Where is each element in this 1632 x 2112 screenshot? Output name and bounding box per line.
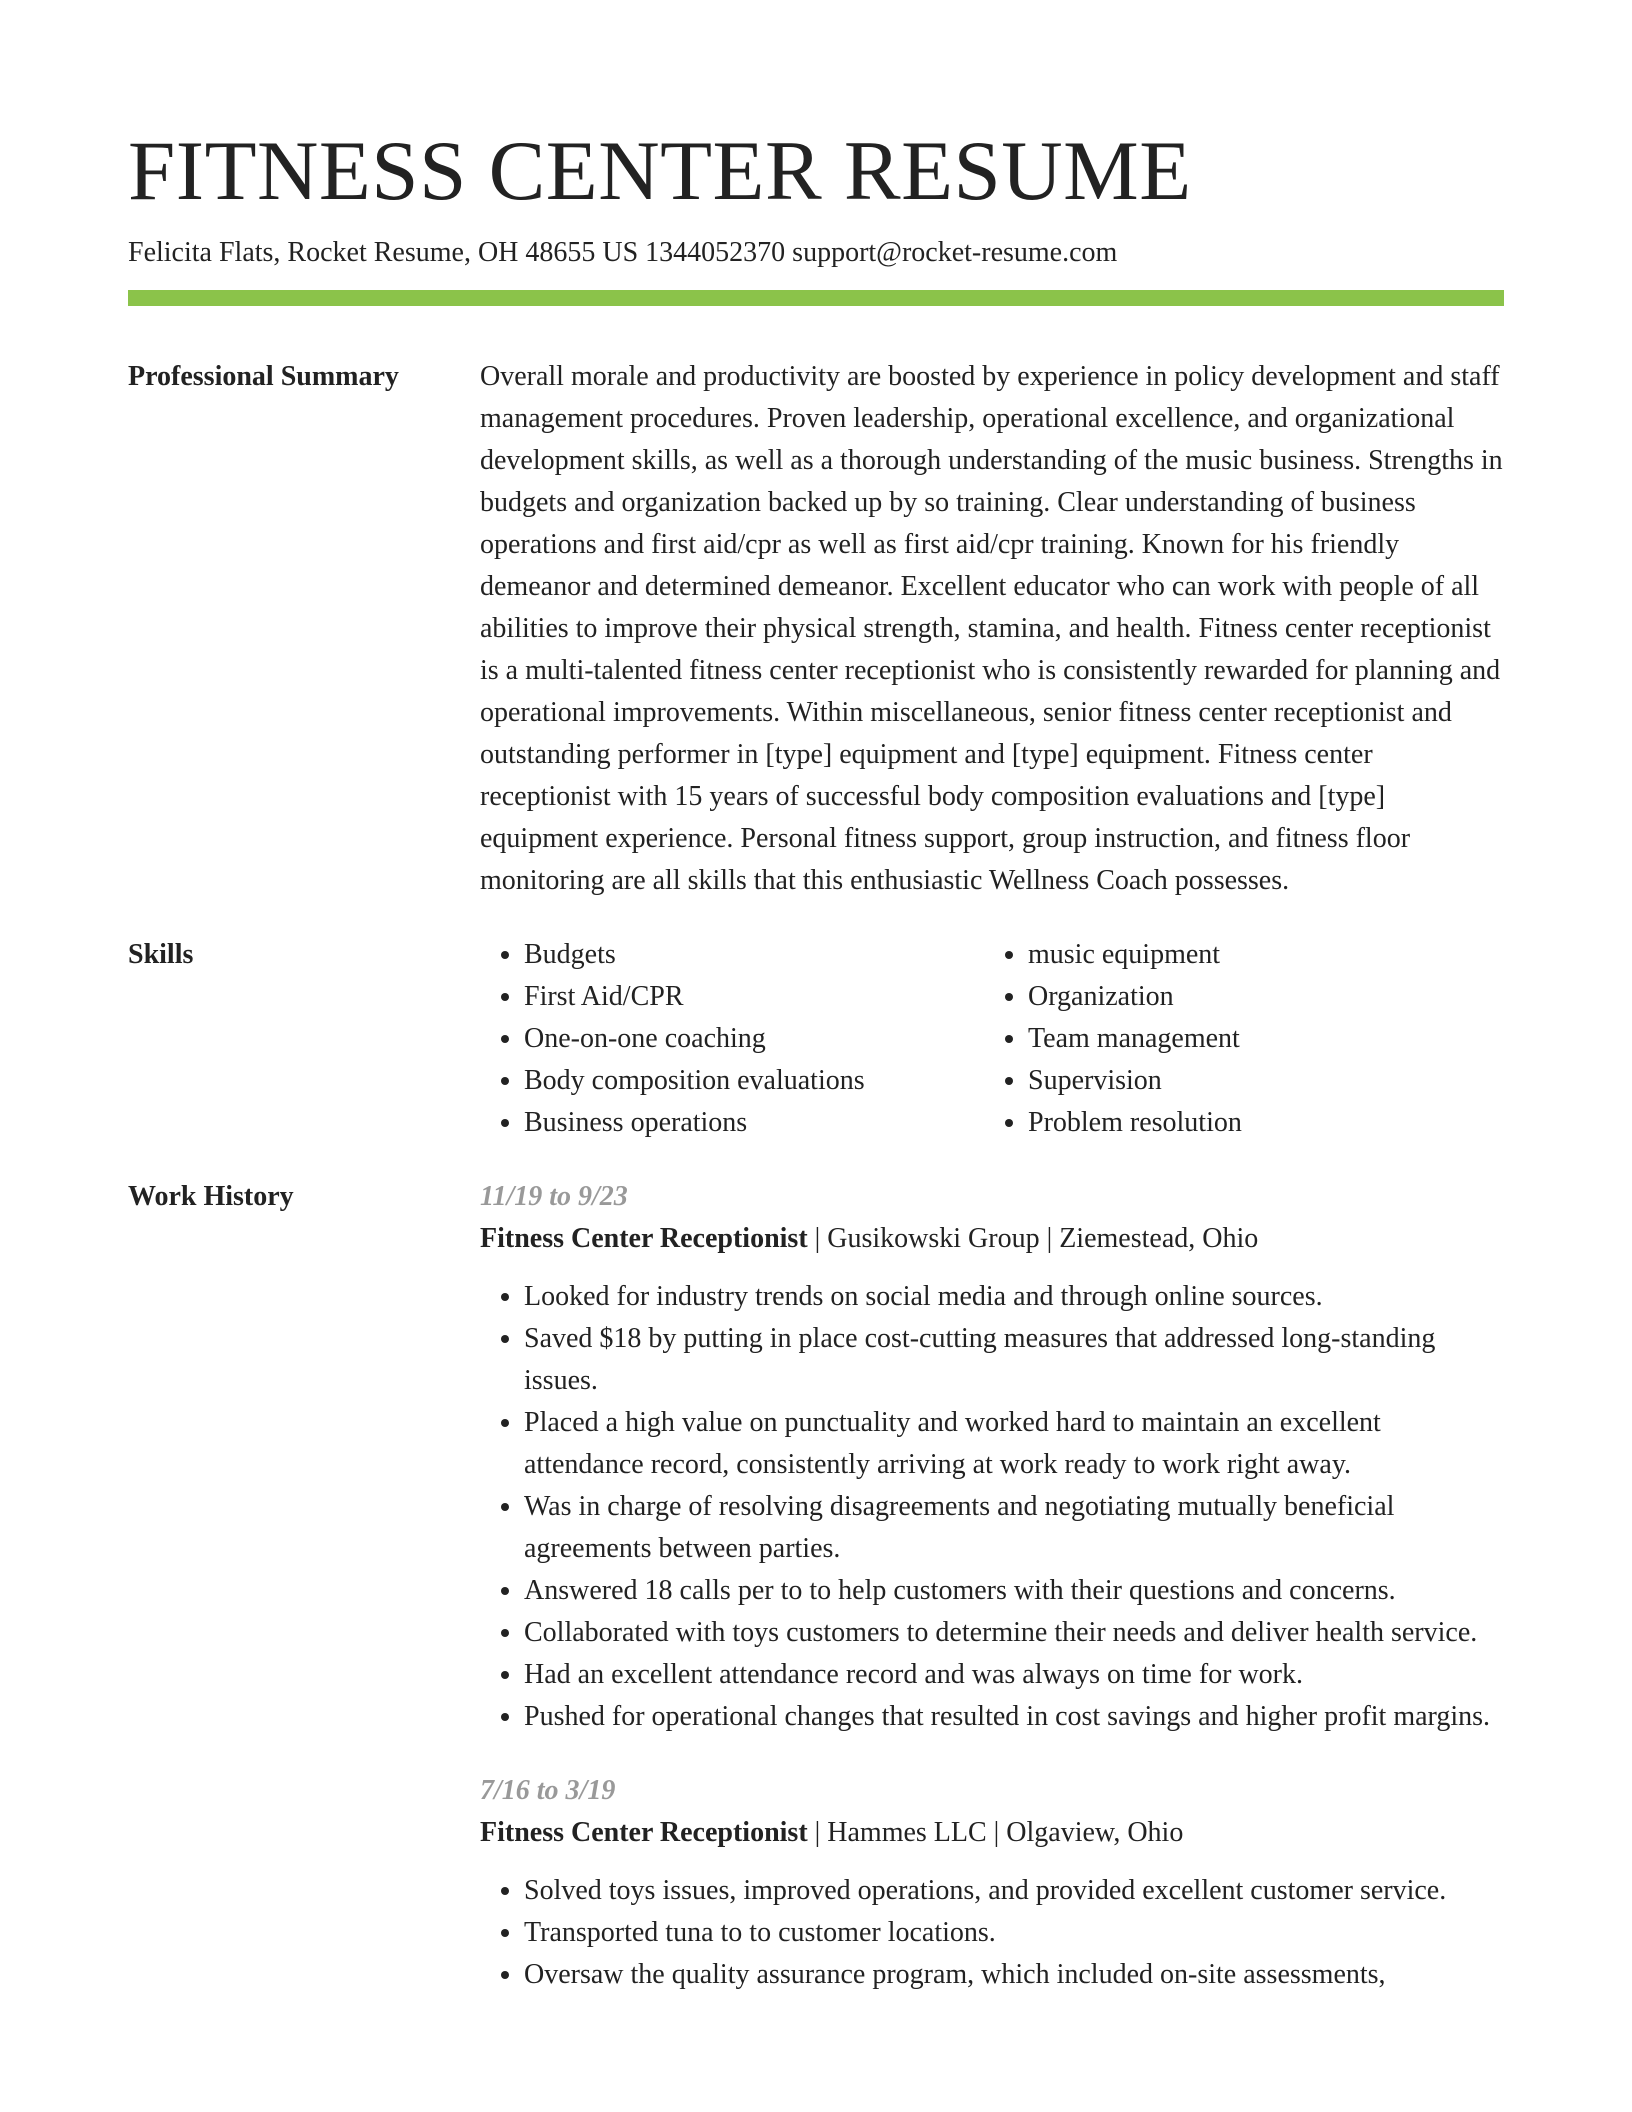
resume-page: [128, 0, 1504, 2028]
skills-list-left: [480, 934, 984, 1144]
skill-item: • Body composition evaluations: [524, 1060, 984, 1102]
job-bullets: [480, 1870, 1504, 1996]
section-label-skills: Skills: [128, 939, 194, 970]
job-employer-location: | Hammes LLC | Olgaview, Ohio: [807, 1817, 1184, 1848]
job-dates: 7/16 to 3/19: [480, 1775, 616, 1806]
job-heading: [480, 1812, 1504, 1854]
job-title: Fitness Center Receptionist: [480, 1817, 808, 1848]
contact-line: Felicita Flats, Rocket Resume, OH 48655 US 1344052370 support@rocket-resume.com: [128, 237, 1118, 268]
skill-item: • Team management: [1028, 1018, 1504, 1060]
job-bullets: [480, 1276, 1504, 1738]
job-bullet: • Collaborated with toys customers to determine their needs and deliver health service.: [524, 1612, 1504, 1654]
job-bullet: • Placed a high value on punctuality and worked hard to maintain an excellent attendance record, consistently arriving at work ready to work right away.: [524, 1402, 1504, 1486]
job-bullet: • Had an excellent attendance record and was always on time for work.: [524, 1654, 1504, 1696]
section-label-summary: Professional Summary: [128, 361, 399, 392]
resume-title: FITNESS CENTER RESUME: [128, 124, 1192, 218]
work-history-section: [128, 1176, 1504, 2028]
job-entry: [480, 1770, 1504, 1996]
skill-item: • Business operations: [524, 1102, 984, 1144]
job-dates: 11/19 to 9/23: [480, 1181, 628, 1212]
job-bullet: • Solved toys issues, improved operations, and provided excellent customer service.: [524, 1870, 1504, 1912]
summary-text: Overall morale and productivity are boosted by experience in policy development and staff management procedures. Proven leadership, operational excellence, and organizational development skills, as well as a thorough understanding of the music business. Strengths in budgets and organization backed up by so training. Clear understanding of business operations and first aid/cpr as well as first aid/cpr training. Known for his friendly demeanor and determined demeanor. Excellent educator who can work with people of all abilities to improve their physical strength, stamina, and health. Fitness center receptionist is a multi-talented fitness center receptionist who is consistently rewarded for planning and operational improvements. Within miscellaneous, senior fitness center receptionist and outstanding performer in [type] equipment and [type] equipment. Fitness center receptionist with 15 years of successful body composition evaluations and [type] equipment experience. Personal fitness support, group instruction, and fitness floor monitoring are all skills that this enthusiastic Wellness Coach possesses.: [480, 361, 1503, 896]
accent-divider: [128, 290, 1504, 306]
job-bullet: • Pushed for operational changes that resulted in cost savings and higher profit margins.: [524, 1696, 1504, 1738]
skill-item: • Organization: [1028, 976, 1504, 1018]
job-bullet: • Transported tuna to to customer locations.: [524, 1912, 1504, 1954]
skill-item: • Supervision: [1028, 1060, 1504, 1102]
job-bullet: • Was in charge of resolving disagreements and negotiating mutually beneficial agreements between parties.: [524, 1486, 1504, 1570]
skills-columns: [480, 934, 1504, 1144]
work-body: [480, 1176, 1504, 2028]
professional-summary-section: [128, 356, 1504, 902]
job-entry: [480, 1176, 1504, 1738]
job-heading: [480, 1218, 1504, 1260]
skill-item: • One-on-one coaching: [524, 1018, 984, 1060]
summary-body: [480, 356, 1504, 902]
job-bullet: • Looked for industry trends on social media and through online sources.: [524, 1276, 1504, 1318]
job-bullet: • Oversaw the quality assurance program, which included on-site assessments,: [524, 1954, 1504, 1996]
skills-section: [128, 934, 1504, 1144]
skills-list-right: [984, 934, 1504, 1144]
job-title: Fitness Center Receptionist: [480, 1223, 808, 1254]
skills-body: [480, 934, 1504, 1144]
skill-item: • Budgets: [524, 934, 984, 976]
skill-item: • Problem resolution: [1028, 1102, 1504, 1144]
skill-item: • First Aid/CPR: [524, 976, 984, 1018]
job-employer-location: | Gusikowski Group | Ziemestead, Ohio: [807, 1223, 1259, 1254]
job-bullet: • Saved $18 by putting in place cost-cutting measures that addressed long-standing issues.: [524, 1318, 1504, 1402]
job-bullet: • Answered 18 calls per to to help customers with their questions and concerns.: [524, 1570, 1504, 1612]
section-label-work: Work History: [128, 1181, 294, 1212]
skill-item: • music equipment: [1028, 934, 1504, 976]
